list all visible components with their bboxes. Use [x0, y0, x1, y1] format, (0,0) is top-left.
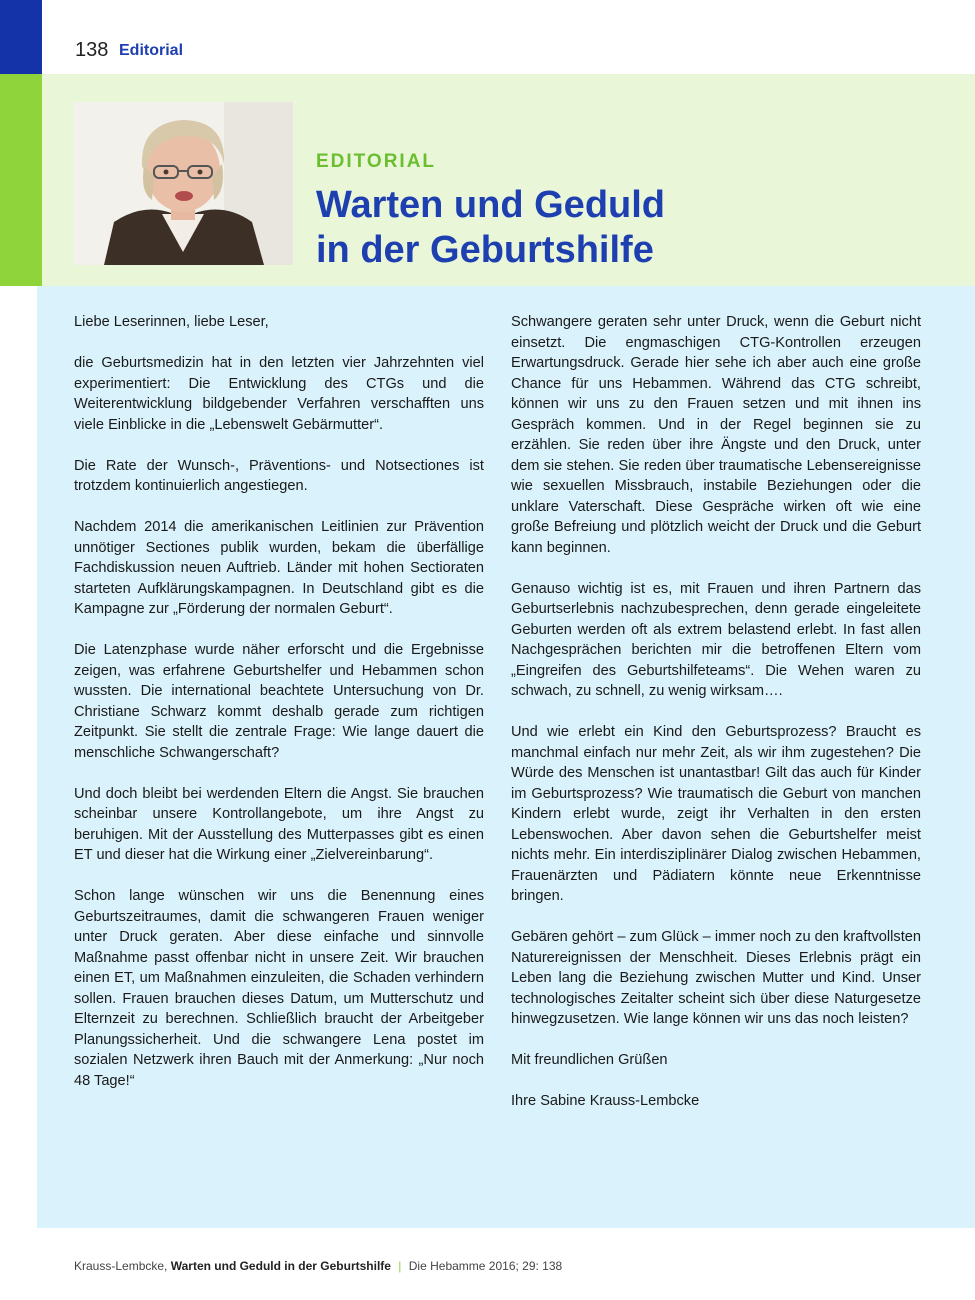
page-title [316, 183, 956, 273]
side-accent-blue [0, 0, 42, 74]
paragraph: Schon lange wünschen wir uns die Benennung eines Geburtszeitraumes, damit die schwangeren Frauen weniger unter Druck geraten. Aber diese einfache und sinnvolle Maßnahme passt offenbar nicht in unsere Zeit. Wir brauchen einen ET, um Maßnahmen einzuleiten, die Schaden verhindern sollen. Frauen brauchen dieses Datum, um Mutterschutz und Elternzeit zu berechnen. Schließlich braucht der Arbeitgeber Planungssicherheit. Und die schwangere Lena postet im sozialen Netzwerk ihren Bauch mit der Anmerkung: „Nur noch 48 Tage!“ [74, 888, 484, 1089]
footer-citation [74, 1258, 562, 1274]
footer-article-title: Warten und Geduld in der Geburtshilfe [170, 1259, 391, 1273]
footer-separator: | [398, 1259, 402, 1273]
author-portrait [74, 102, 293, 265]
paragraph: Gebären gehört – zum Glück – immer noch zu den kraftvollsten Naturereignissen der Menschheit. Dieses Erlebnis prägt ein Leben lang die Beziehung zwischen Mutter und Kind. Unser technologisches Zeitalter scheint sich über diese Naturgesetze hinwegzusetzen. Wie lange können wir uns das noch leisten? [511, 929, 921, 1027]
paragraph: Die Latenzphase wurde näher erforscht und die Ergebnisse zeigen, was erfahrene Geburtshelfer und Hebammen schon wussten. Die international beachtete Untersuchung von Dr. Christiane Schwarz kommt deshalb gerade zum richtigen Zeitpunkt. Sie stellt die zentrale Frage: Wie lange dauert die menschliche Schwangerschaft? [74, 642, 484, 761]
paragraph: Und doch bleibt bei werdenden Eltern die Angst. Sie brauchen scheinbar unsere Kontrollangebote, um ihre Angst zu beruhigen. Mit der Ausstellung des Mutterpasses gibt es einen ET und dieser hat die Wirkung einer „Zielvereinbarung“. [74, 785, 484, 863]
title-line-1: Warten und Geduld [316, 184, 666, 226]
footer-journal: Die Hebamme 2016; 29: 138 [408, 1259, 563, 1273]
page-number: 138 [75, 39, 109, 61]
paragraph: Liebe Leserinnen, liebe Leser, [74, 314, 269, 330]
paragraph: Schwangere geraten sehr unter Druck, wenn die Geburt nicht einsetzt. Die engmaschigen CTG-Kontrollen erzeugen Erwartungsdruck. Gerade hier sehe ich aber auch eine große Chance für uns Hebammen. Während das CTG schreibt, können wir uns zu den Frauen setzen und mit ihnen ins Gespräch kommen. Und in der Regel beginnen sie zu erzählen. Sie reden über ihre Ängste und den Druck, unter dem sie stehen. Sie reden über traumatische Lebensereignisse wie sexuellen Missbrauch, instabile Beziehungen oder die unklare Vaterschaft. Diese Gespräche wirken oft wie eine große Befreiung und plötzlich weicht der Druck und die Geburt kann beginnen. [511, 314, 921, 556]
closing-line: Mit freundlichen Grüßen [511, 1052, 668, 1068]
side-accent-green [0, 74, 42, 286]
portrait-illustration [74, 102, 293, 265]
section-kicker: EDITORIAL [316, 151, 437, 172]
paragraph: die Geburtsmedizin hat in den letzten vier Jahrzehnten viel experimentiert: Die Entwicklung des CTGs und die Weiterentwicklung bildgebender Verfahren verschafften uns viele Einblicke in die „Lebenswelt Gebärmutter“. [74, 355, 484, 433]
paragraph: Die Rate der Wunsch-, Präventions- und Notsectiones ist trotzdem kontinuierlich angestiegen. [74, 457, 484, 494]
paragraph: Genauso wichtig ist es, mit Frauen und ihren Partnern das Geburtserlebnis nachzubesprechen, denn gerade eingeleitete Geburten werden oft als extrem belastend erlebt. In fast allen Nachgesprächen berichten mir die betroffenen Eltern vom „Eingreifen des Geburtshilfeteams“. Die Wehen waren zu schwach, zu schnell, zu wenig wirksam…. [511, 580, 921, 699]
paragraph: Nachdem 2014 die amerikanischen Leitlinien zur Prävention unnötiger Sectiones publik wurden, bekam die überfällige Fachdiskussion neuen Auftrieb. Länder mit hohen Sectioraten starteten Aufklärungskampagnen. In Deutschland gibt es die Kampagne zur „Förderung der normalen Geburt“. [74, 519, 484, 617]
title-line-2: in der Geburtshilfe [316, 229, 654, 271]
paragraph: Und wie erlebt ein Kind den Geburtsprozess? Braucht es manchmal einfach nur mehr Zeit, als wir ihm zugestehen? Die Würde des Menschen ist unantastbar! Gilt das auch für Kinder im Geburtsprozess? Wie traumatisch die Geburt von manchen Kindern erlebt wurde, zeigt ihr Verhalten in den ersten Lebenswochen. Aber davon sehen die Geburtshelfer meist nichts mehr. Ein interdisziplinärer Dialog zwischen Hebammen, Frauenärzten und Pädiatern könnte neue Erkenntnisse bringen. [511, 724, 921, 904]
running-head: Editorial [119, 42, 184, 59]
body-column-left [74, 312, 484, 1112]
signature-line: Ihre Sabine Krauss-Lembcke [511, 1093, 700, 1109]
top-band [42, 0, 975, 74]
footer-author: Krauss-Lembcke, [74, 1259, 168, 1273]
body-column-right [511, 312, 921, 1132]
